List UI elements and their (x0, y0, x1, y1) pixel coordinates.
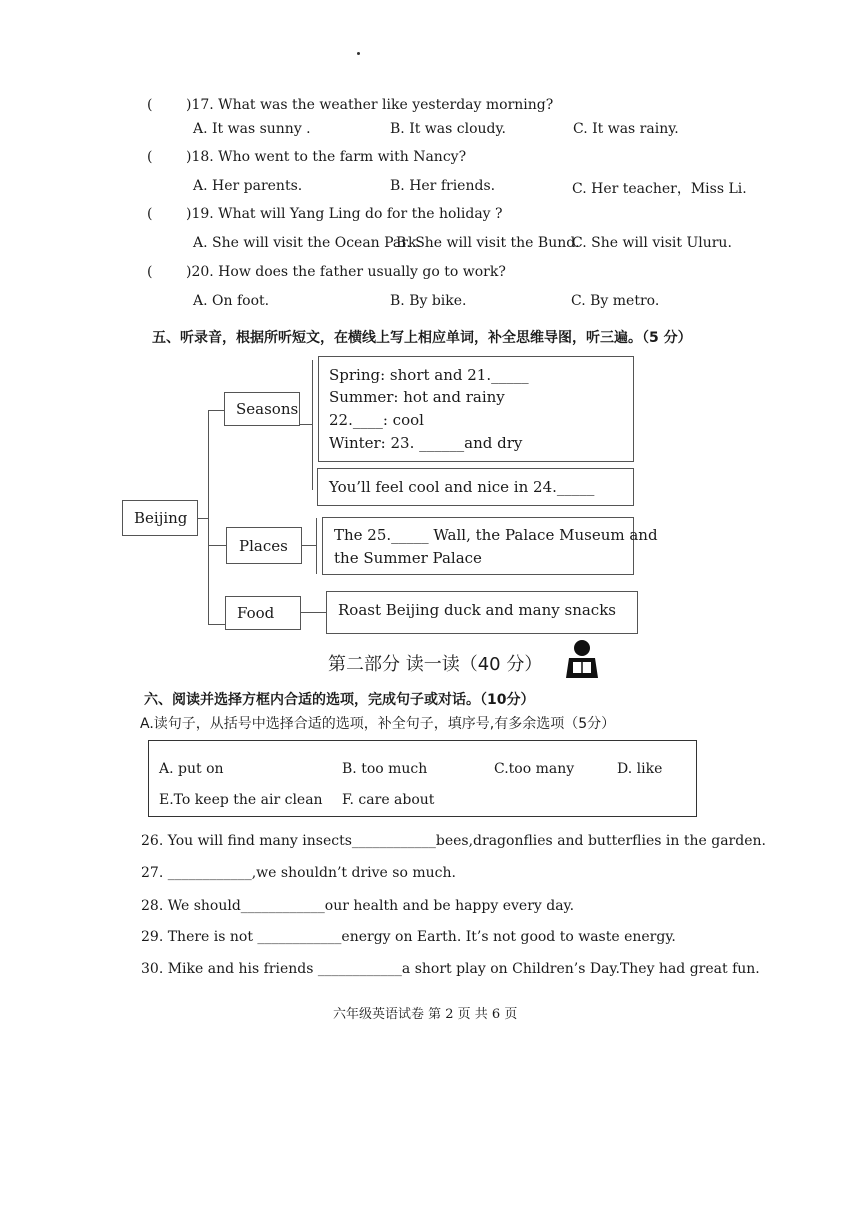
bracket-line (316, 518, 317, 574)
bracket-line (300, 424, 312, 425)
option-a: A. She will visit the Ocean Park. (193, 235, 421, 251)
option-c: C.too many (494, 761, 575, 777)
option-b: B. It was cloudy. (390, 121, 506, 137)
sentence-27: 27. ____________,we shouldn’t drive so much. (141, 865, 456, 881)
answer-paren: ( (147, 206, 153, 222)
question-stem: )20. How does the father usually go to work? (186, 264, 506, 280)
places-box: The 25._____ Wall, the Palace Museum and the Summer Palace (322, 517, 634, 575)
answer-paren: ( (147, 97, 153, 113)
option-c: C. By metro. (571, 293, 660, 309)
bracket-line (302, 545, 316, 546)
bracket-line (208, 410, 209, 624)
answer-paren: ( (147, 149, 153, 165)
option-b: B. Her friends. (390, 178, 496, 194)
food-box: Roast Beijing duck and many snacks (326, 591, 638, 634)
branch-food: Food (225, 596, 301, 630)
branch-places: Places (226, 527, 302, 564)
bracket-line (208, 410, 224, 411)
sentence-29: 29. There is not ____________energy on Earth. It’s not good to waste energy. (141, 929, 676, 945)
option-a: A. put on (159, 761, 224, 777)
section-6-subtitle: A.读句子，从括号中选择合适的选项，补全句子，填序号,有多余选项（5分） (140, 716, 616, 732)
option-f: F. care about (342, 792, 435, 808)
sentence-28: 28. We should____________our health and be happy every day. (141, 898, 575, 914)
option-a: A. On foot. (193, 293, 270, 309)
bracket-line (198, 518, 208, 519)
bracket-line (208, 624, 225, 625)
option-b: B. She will visit the Bund. (396, 235, 580, 251)
option-c: C. It was rainy. (573, 121, 679, 137)
sentence-26: 26. You will find many insects____________bees,dragonflies and butterflies in the garden. (141, 833, 766, 849)
part-2-title: 第二部分 读一读（40 分） (328, 654, 543, 675)
question-stem: )17. What was the weather like yesterday morning? (186, 97, 554, 113)
speck (357, 52, 360, 55)
options-box (148, 740, 697, 817)
question-stem: )18. Who went to the farm with Nancy? (186, 149, 467, 165)
option-b: B. too much (342, 761, 428, 777)
page-footer: 六年级英语试卷 第 2 页 共 6 页 (333, 1007, 518, 1022)
option-e: E.To keep the air clean (159, 792, 323, 808)
root-node: Beijing (122, 500, 198, 536)
reading-student-icon (564, 638, 600, 680)
seasons-box: Spring: short and 21._____ Summer: hot and rainy 22.____: cool Winter: 23. ______and dry (318, 356, 634, 462)
section-6-title: 六、阅读并选择方框内合适的选项，完成句子或对话。（10分） (144, 692, 535, 708)
seasons-tip-box: You’ll feel cool and nice in 24._____ (317, 468, 634, 506)
option-c: C. She will visit Uluru. (572, 235, 732, 251)
option-a: A. It was sunny . (193, 121, 311, 137)
answer-paren: ( (147, 264, 153, 280)
bracket-line (312, 360, 313, 490)
bracket-line (208, 545, 226, 546)
option-a: A. Her parents. (193, 178, 303, 194)
question-stem: )19. What will Yang Ling do for the holiday ? (186, 206, 503, 222)
option-c: C. Her teacher，Miss Li. (572, 181, 747, 197)
option-b: B. By bike. (390, 293, 467, 309)
sentence-30: 30. Mike and his friends ____________a short play on Children’s Day.They had great fun. (141, 961, 760, 977)
section-5-title: 五、听录音，根据所听短文，在横线上写上相应单词，补全思维导图，听三遍。（5 分） (152, 330, 692, 346)
branch-seasons: Seasons (224, 392, 300, 426)
option-d: D. like (617, 761, 663, 777)
bracket-line (301, 612, 326, 613)
